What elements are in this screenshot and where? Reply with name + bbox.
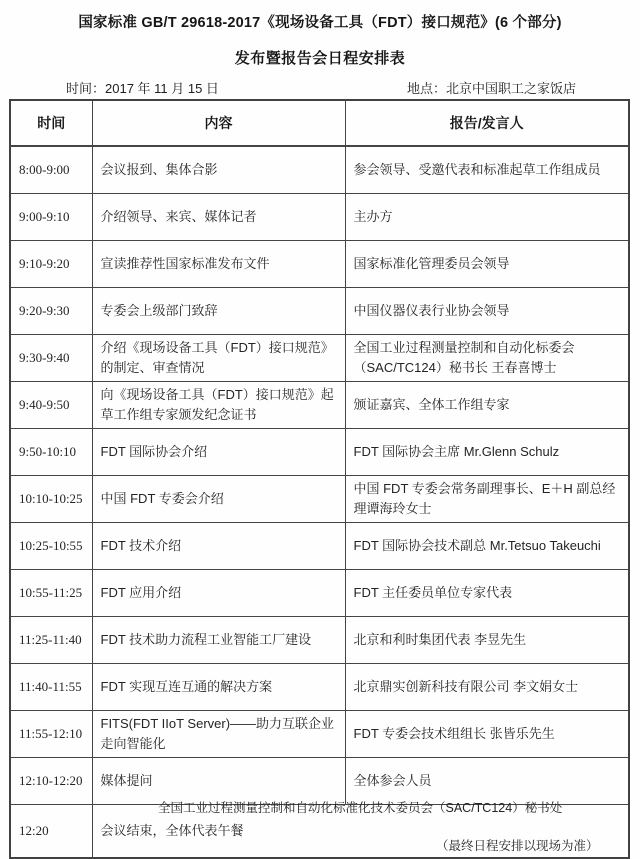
table-row	[10, 664, 629, 711]
speaker-cell: 主办方	[345, 194, 629, 241]
content-cell: FDT 技术介绍	[92, 523, 345, 570]
table-row	[10, 288, 629, 335]
speaker-cell: 北京鼎实创新科技有限公司 李文娟女士	[345, 664, 629, 711]
table-row	[10, 146, 629, 194]
speaker-cell: 全国工业过程测量控制和自动化标委会（SAC/TC124）秘书长 王春喜博士	[345, 335, 629, 382]
time-cell: 11:40-11:55	[10, 664, 92, 711]
speaker-cell: FDT 专委会技术组组长 张皆乐先生	[345, 711, 629, 758]
content-cell: 专委会上级部门致辞	[92, 288, 345, 335]
content-cell: 宣读推荐性国家标准发布文件	[92, 241, 345, 288]
content-cell: 中国 FDT 专委会介绍	[92, 476, 345, 523]
speaker-cell: FDT 国际协会主席 Mr.Glenn Schulz	[345, 429, 629, 476]
table-row	[10, 335, 629, 382]
table-row	[10, 476, 629, 523]
content-cell: FDT 应用介绍	[92, 570, 345, 617]
header-content: 内容	[92, 100, 345, 146]
meeting-location: 地点：北京中国职工之家饭店	[407, 81, 577, 96]
content-cell: 介绍领导、来宾、媒体记者	[92, 194, 345, 241]
time-cell: 9:00-9:10	[10, 194, 92, 241]
time-cell: 10:55-11:25	[10, 570, 92, 617]
meeting-date: 时间：2017 年 11 月 15 日	[66, 81, 219, 96]
time-cell: 11:25-11:40	[10, 617, 92, 664]
table-row	[10, 711, 629, 758]
table-row	[10, 241, 629, 288]
speaker-cell: 颁证嘉宾、全体工作组专家	[345, 382, 629, 429]
time-cell: 9:30-9:40	[10, 335, 92, 382]
table-row	[10, 382, 629, 429]
document-title: 国家标准 GB/T 29618-2017《现场设备工具（FDT）接口规范》(6 个部分)	[78, 15, 562, 31]
content-cell: FITS(FDT IIoT Server)——助力互联企业走向智能化	[92, 711, 345, 758]
schedule-table	[9, 99, 630, 859]
speaker-cell: 国家标准化管理委员会领导	[345, 241, 629, 288]
speaker-cell: FDT 国际协会技术副总 Mr.Tetsuo Takeuchi	[345, 523, 629, 570]
content-cell: 媒体提问	[92, 758, 345, 805]
time-cell: 9:50-10:10	[10, 429, 92, 476]
table-row	[10, 570, 629, 617]
speaker-cell: FDT 主任委员单位专家代表	[345, 570, 629, 617]
speaker-cell: 中国仪器仪表行业协会领导	[345, 288, 629, 335]
time-cell: 10:10-10:25	[10, 476, 92, 523]
content-cell: FDT 技术助力流程工业智能工厂建设	[92, 617, 345, 664]
content-cell: FDT 国际协会介绍	[92, 429, 345, 476]
table-row	[10, 523, 629, 570]
footer-note: （最终日程安排以现场为准）	[436, 839, 599, 853]
speaker-cell: 参会领导、受邀代表和标准起草工作组成员	[345, 146, 629, 194]
content-cell: FDT 实现互连互通的解决方案	[92, 664, 345, 711]
content-cell: 会议报到、集体合影	[92, 146, 345, 194]
speaker-cell: 全体参会人员	[345, 758, 629, 805]
time-cell: 8:00-9:00	[10, 146, 92, 194]
schedule-table-body	[10, 146, 629, 858]
footer-secretariat: 全国工业过程测量控制和自动化标准化技术委员会（SAC/TC124）秘书处	[158, 801, 563, 815]
time-cell: 12:10-12:20	[10, 758, 92, 805]
speaker-cell: 北京和利时集团代表 李昱先生	[345, 617, 629, 664]
content-cell: 介绍《现场设备工具（FDT）接口规范》的制定、审查情况	[92, 335, 345, 382]
time-cell: 11:55-12:10	[10, 711, 92, 758]
header-time: 时间	[10, 100, 92, 146]
time-cell: 9:40-9:50	[10, 382, 92, 429]
table-row	[10, 429, 629, 476]
content-cell: 向《现场设备工具（FDT）接口规范》起草工作组专家颁发纪念证书	[92, 382, 345, 429]
header-speaker: 报告/发言人	[345, 100, 629, 146]
schedule-table-header	[10, 100, 629, 146]
time-cell: 9:20-9:30	[10, 288, 92, 335]
table-row	[10, 617, 629, 664]
table-row	[10, 194, 629, 241]
header-row	[10, 100, 629, 146]
speaker-cell: 中国 FDT 专委会常务副理事长、E＋H 副总经理谭海玲女士	[345, 476, 629, 523]
time-cell: 10:25-10:55	[10, 523, 92, 570]
content-cell: 会议结束，全体代表午餐	[92, 805, 629, 859]
time-cell: 9:10-9:20	[10, 241, 92, 288]
time-cell: 12:20	[10, 805, 92, 859]
document-subtitle: 发布暨报告会日程安排表	[234, 50, 406, 67]
